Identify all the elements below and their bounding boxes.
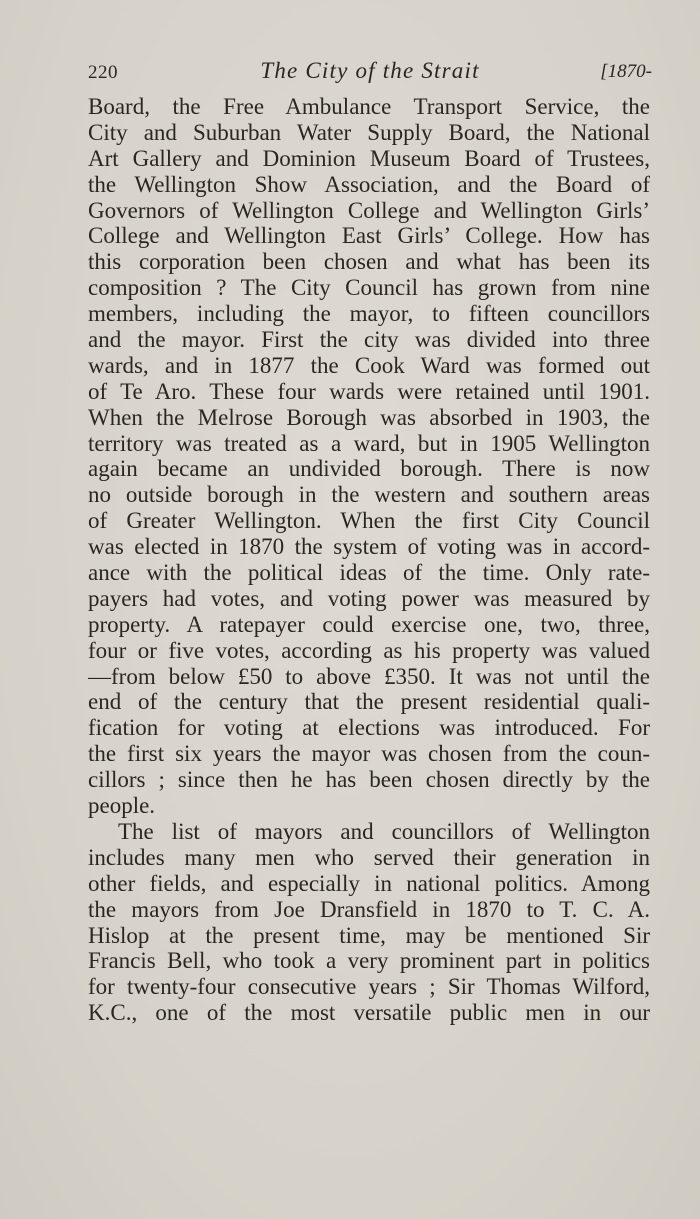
- text-line: Hislop at the present time, may be mentioned Sir: [88, 922, 650, 948]
- text-line: other fields, and especially in national politics. Among: [88, 870, 650, 896]
- text-line: Governors of Wellington College and Wellington Girls’: [88, 197, 650, 223]
- text-line: City and Suburban Water Supply Board, the National: [88, 119, 650, 145]
- section-year: [1870-: [600, 61, 652, 82]
- page-number: 220: [88, 62, 118, 83]
- text-line: property. A ratepayer could exercise one, two, three,: [88, 611, 650, 637]
- text-line: —from below £50 to above £350. It was not until the: [88, 663, 650, 689]
- text-line: The list of mayors and councillors of Wellington: [118, 818, 650, 844]
- text-line: four or five votes, according as his property was valued: [88, 637, 650, 663]
- body-text: [88, 94, 650, 1026]
- running-title: The City of the Strait: [260, 58, 480, 83]
- text-line: College and Wellington East Girls’ College. How has: [88, 223, 650, 249]
- text-line: territory was treated as a ward, but in 1905 Wellington: [88, 430, 650, 456]
- text-line: Art Gallery and Dominion Museum Board of Trustees,: [88, 145, 650, 171]
- text-line: cillors ; since then he has been chosen directly by the: [88, 767, 650, 793]
- text-line: the first six years the mayor was chosen from the coun-: [88, 741, 650, 767]
- text-line: members, including the mayor, to fifteen councillors: [88, 301, 650, 327]
- text-line: of Greater Wellington. When the first City Council: [88, 508, 650, 534]
- text-line: this corporation been chosen and what has been its: [88, 249, 650, 275]
- text-line: Board, the Free Ambulance Transport Service, the: [88, 94, 650, 119]
- text-line: ance with the political ideas of the time. Only rate-: [88, 560, 650, 586]
- text-line: the Wellington Show Association, and the Board of: [88, 171, 650, 197]
- text-line: payers had votes, and voting power was measured by: [88, 585, 650, 611]
- page-header: [88, 58, 652, 88]
- text-line: includes many men who served their generation in: [88, 844, 650, 870]
- text-line: When the Melrose Borough was absorbed in 1903, the: [88, 404, 650, 430]
- text-line: composition ? The City Council has grown from nine: [88, 275, 650, 301]
- text-line: the mayors from Joe Dransfield in 1870 to T. C. A.: [88, 896, 650, 922]
- text-line: K.C., one of the most versatile public men in our: [88, 1000, 650, 1026]
- text-line: wards, and in 1877 the Cook Ward was formed out: [88, 352, 650, 378]
- text-line: of Te Aro. These four wards were retained until 1901.: [88, 378, 650, 404]
- text-line: and the mayor. First the city was divided into three: [88, 327, 650, 353]
- text-line: for twenty-four consecutive years ; Sir Thomas Wilford,: [88, 974, 650, 1000]
- text-line: people.: [88, 793, 156, 819]
- text-line: again became an undivided borough. There is now: [88, 456, 650, 482]
- text-line: end of the century that the present residential quali-: [88, 689, 650, 715]
- text-line: no outside borough in the western and southern areas: [88, 482, 650, 508]
- text-line: fication for voting at elections was introduced. For: [88, 715, 650, 741]
- text-line: Francis Bell, who took a very prominent part in politics: [88, 948, 650, 974]
- text-line: was elected in 1870 the system of voting was in accord-: [88, 534, 650, 560]
